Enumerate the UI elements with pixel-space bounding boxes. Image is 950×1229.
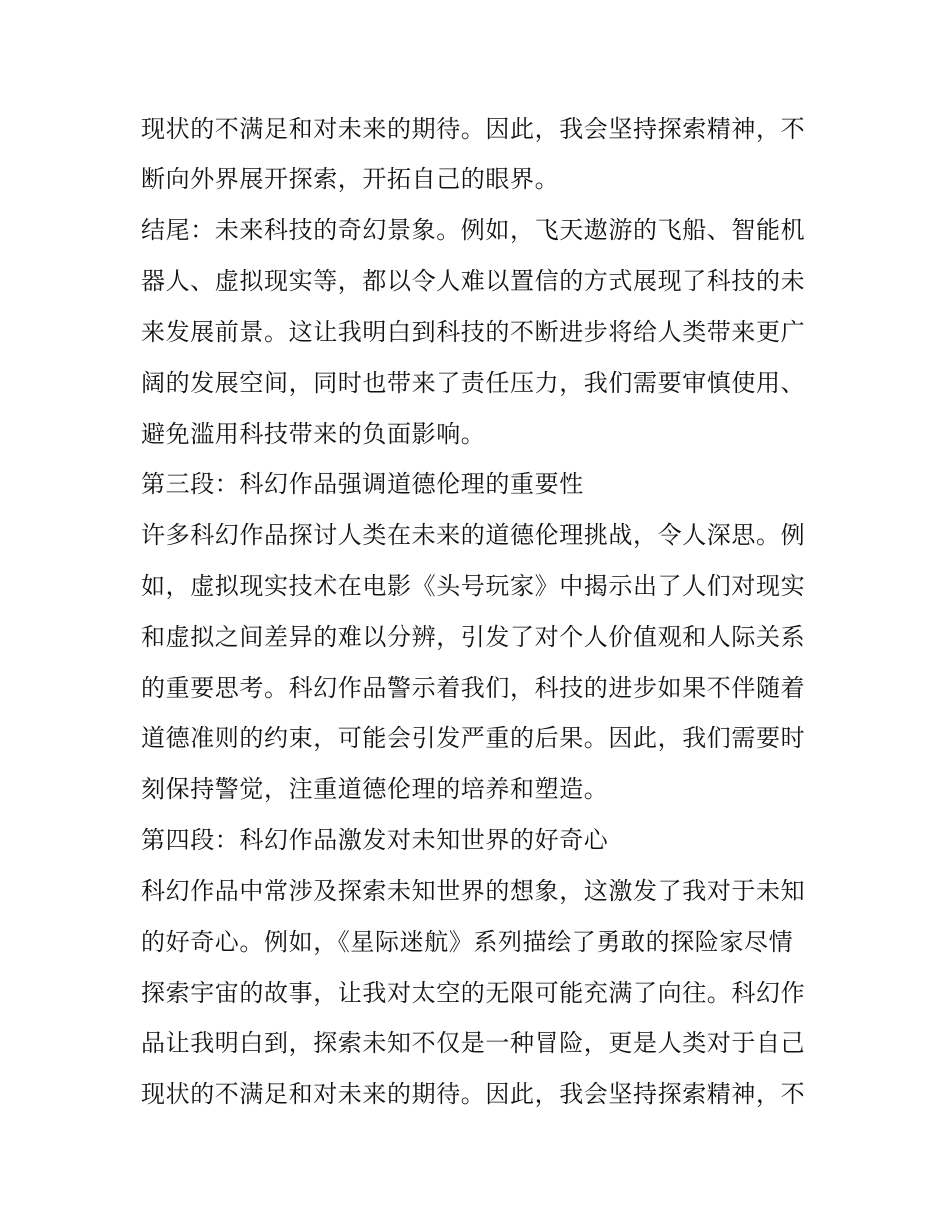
text-line: 阔的发展空间，同时也带来了责任压力，我们需要审慎使用、 <box>141 369 806 397</box>
text-line: 科幻作品中常涉及探索未知世界的想象，这激发了我对于未知 <box>141 877 806 905</box>
text-line: 的好奇心。例如，《星际迷航》系列描绘了勇敢的探险家尽情 <box>141 928 794 956</box>
text-line: 刻保持警觉，注重道德伦理的培养和塑造。 <box>141 775 609 803</box>
text-line: 来发展前景。这让我明白到科技的不断进步将给人类带来更广 <box>141 318 806 346</box>
text-line: 许多科幻作品探讨人类在未来的道德伦理挑战，令人深思。例 <box>141 521 806 549</box>
text-line: 如，虚拟现实技术在电影《头号玩家》中揭示出了人们对现实 <box>141 572 806 600</box>
section-heading: 第三段：科幻作品强调道德伦理的重要性 <box>141 470 584 498</box>
text-line: 结尾：未来科技的奇幻景象。例如，飞天遨游的飞船、智能机 <box>141 216 806 244</box>
text-line: 器人、虚拟现实等，都以令人难以置信的方式展现了科技的未 <box>141 267 806 295</box>
text-line: 和虚拟之间差异的难以分辨，引发了对个人价值观和人际关系 <box>141 623 806 651</box>
text-line: 断向外界展开探索，开拓自己的眼界。 <box>141 165 560 193</box>
text-line: 现状的不满足和对未来的期待。因此，我会坚持探索精神，不 <box>141 115 806 143</box>
text-line: 品让我明白到，探索未知不仅是一种冒险，更是人类对于自己 <box>141 1029 806 1057</box>
text-line: 道德准则的约束，可能会引发严重的后果。因此，我们需要时 <box>141 724 806 752</box>
text-line: 探索宇宙的故事，让我对太空的无限可能充满了向往。科幻作 <box>141 979 806 1007</box>
text-line: 避免滥用科技带来的负面影响。 <box>141 420 486 448</box>
section-heading: 第四段：科幻作品激发对未知世界的好奇心 <box>141 826 609 854</box>
text-line: 的重要思考。科幻作品警示着我们，科技的进步如果不伴随着 <box>141 674 806 702</box>
text-line: 现状的不满足和对未来的期待。因此，我会坚持探索精神，不 <box>141 1080 806 1108</box>
